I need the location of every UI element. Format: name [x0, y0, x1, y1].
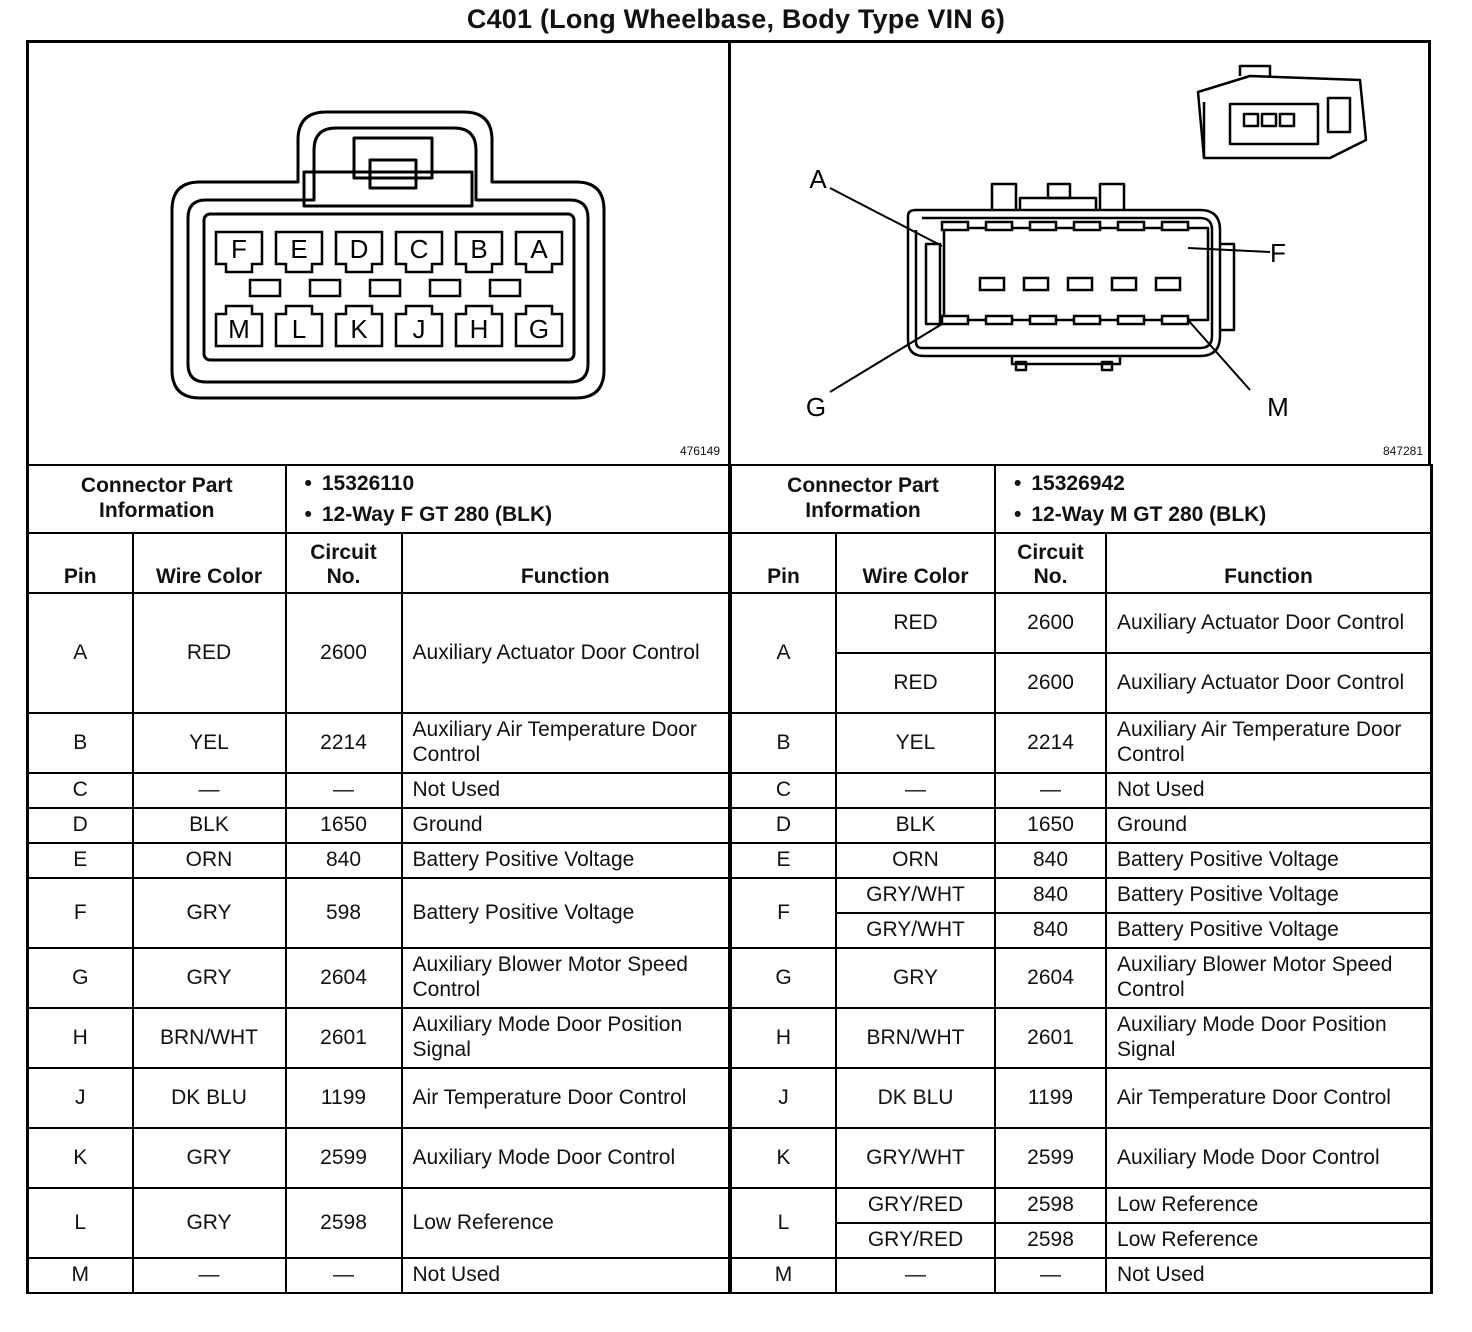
wire-color-cell: GRY [133, 1188, 286, 1258]
pin-cell: D [28, 808, 133, 843]
figure-id: 476149 [679, 444, 720, 458]
table-row [731, 713, 1432, 773]
wire-color-cell: YEL [836, 713, 995, 773]
circuit-cell: 2601 [286, 1008, 402, 1068]
circuit-cell: — [995, 1258, 1106, 1293]
table-row [731, 1068, 1432, 1128]
pin-cell: A [731, 593, 836, 713]
function-cell: Auxiliary Actuator Door Control [402, 593, 729, 713]
pin-cell: E [28, 843, 133, 878]
table-row [731, 1128, 1432, 1188]
table-row [28, 878, 730, 948]
center-terminal [980, 278, 1004, 290]
pin-cell: M [731, 1258, 836, 1293]
pin-cell: K [28, 1128, 133, 1188]
pin-cell: J [731, 1068, 836, 1128]
circuit-cell: 2604 [995, 948, 1106, 1008]
wire-color-cell: — [133, 1258, 286, 1293]
wire-color-cell: BLK [133, 808, 286, 843]
wire-color-cell: GRY/WHT [836, 1128, 995, 1188]
wire-color-cell: GRY/RED [836, 1188, 995, 1223]
pin-cell: M [28, 1258, 133, 1293]
table-row [28, 1258, 730, 1293]
header-circuit: Circuit No. [995, 533, 1106, 593]
pin-label: L [291, 314, 307, 344]
circuit-cell: 2600 [286, 593, 402, 713]
function-cell: Auxiliary Actuator Door Control [1106, 593, 1431, 653]
circuit-cell: 2214 [995, 713, 1106, 773]
pin-label: F [231, 234, 247, 264]
circuit-cell: 840 [995, 878, 1106, 913]
wire-color-cell: GRY [133, 948, 286, 1008]
function-cell: Battery Positive Voltage [402, 878, 729, 948]
table-row [28, 713, 730, 773]
wire-color-cell: — [836, 1258, 995, 1293]
table-row [731, 948, 1432, 1008]
wire-color-cell: ORN [836, 843, 995, 878]
pin-cell: G [28, 948, 133, 1008]
function-cell: Not Used [402, 773, 729, 808]
pin-label: H [469, 314, 489, 344]
table-row [731, 808, 1432, 843]
pin-cell: D [731, 808, 836, 843]
header-circuit: Circuit No. [286, 533, 402, 593]
pin-cell: C [731, 773, 836, 808]
top-terminal [1162, 222, 1188, 230]
figure-divider [728, 40, 731, 464]
circuit-cell: 2598 [995, 1188, 1106, 1223]
table-row [28, 948, 730, 1008]
callout-pin-g: G [805, 392, 827, 422]
table-row [731, 913, 1432, 948]
table-row [28, 1008, 730, 1068]
table-row [28, 1128, 730, 1188]
table-row [731, 773, 1432, 808]
pin-cell: E [731, 843, 836, 878]
pin-cell: A [28, 593, 133, 713]
table-row [28, 843, 730, 878]
wire-color-cell: GRY [133, 878, 286, 948]
function-cell: Ground [1106, 808, 1431, 843]
bottom-terminal [942, 316, 968, 324]
pin-cell: G [731, 948, 836, 1008]
male-connector-drawing [730, 40, 1433, 464]
table-row [731, 593, 1432, 653]
circuit-cell: 840 [995, 913, 1106, 948]
wire-color-cell: — [836, 773, 995, 808]
bottom-terminal [1162, 316, 1188, 324]
pin-label: D [349, 234, 369, 264]
wire-color-cell: BRN/WHT [836, 1008, 995, 1068]
wire-color-cell: — [133, 773, 286, 808]
header-function: Function [1106, 533, 1431, 593]
top-terminal [1030, 222, 1056, 230]
wire-color-cell: BRN/WHT [133, 1008, 286, 1068]
pin-label: K [350, 314, 368, 344]
circuit-cell: 1199 [286, 1068, 402, 1128]
wire-color-cell: GRY/RED [836, 1223, 995, 1258]
circuit-cell: 598 [286, 878, 402, 948]
connector-thumbnail [1198, 66, 1366, 158]
circuit-cell: 2604 [286, 948, 402, 1008]
function-cell: Auxiliary Mode Door Control [402, 1128, 729, 1188]
function-cell: Not Used [1106, 773, 1431, 808]
center-slot [430, 280, 460, 296]
connector-part-info [286, 465, 729, 533]
center-terminal [1112, 278, 1136, 290]
function-cell: Ground [402, 808, 729, 843]
table-row [731, 1008, 1432, 1068]
table-row [731, 1258, 1432, 1293]
wire-color-cell: YEL [133, 713, 286, 773]
pin-label: G [528, 314, 550, 344]
right-connector-panel [730, 40, 1433, 464]
pin-cell: F [731, 878, 836, 948]
center-terminal [1068, 278, 1092, 290]
pin-label: M [228, 314, 250, 344]
wire-color-cell: DK BLU [836, 1068, 995, 1128]
circuit-cell: — [286, 773, 402, 808]
bottom-terminal [986, 316, 1012, 324]
left-connector-panel [26, 40, 730, 464]
part-description: • 12-Way F GT 280 (BLK) [327, 499, 722, 530]
table-row [731, 878, 1432, 913]
function-cell: Auxiliary Mode Door Position Signal [1106, 1008, 1431, 1068]
bottom-terminal [1118, 316, 1144, 324]
female-connector-face-drawing [26, 40, 730, 464]
function-cell: Auxiliary Mode Door Position Signal [402, 1008, 729, 1068]
table-row [28, 808, 730, 843]
function-cell: Low Reference [402, 1188, 729, 1258]
center-terminal [1024, 278, 1048, 290]
table-row [731, 653, 1432, 713]
wire-color-cell: BLK [836, 808, 995, 843]
circuit-cell: 2600 [995, 653, 1106, 713]
function-cell: Battery Positive Voltage [1106, 913, 1431, 948]
top-terminal [942, 222, 968, 230]
header-wire-color: Wire Color [133, 533, 286, 593]
wire-color-cell: GRY/WHT [836, 913, 995, 948]
wire-color-cell: RED [836, 593, 995, 653]
wire-color-cell: GRY/WHT [836, 878, 995, 913]
left-pinout-table [26, 464, 730, 1294]
table-row [731, 1223, 1432, 1258]
function-cell: Battery Positive Voltage [402, 843, 729, 878]
header-pin: Pin [731, 533, 836, 593]
circuit-cell: 2600 [995, 593, 1106, 653]
pin-cell: J [28, 1068, 133, 1128]
wire-color-cell: GRY [133, 1128, 286, 1188]
right-pinout-table [730, 464, 1433, 1294]
wire-color-cell: GRY [836, 948, 995, 1008]
pin-cell: B [28, 713, 133, 773]
pin-cell: L [731, 1188, 836, 1258]
circuit-cell: 2214 [286, 713, 402, 773]
connector-part-info [995, 465, 1431, 533]
bottom-terminal [1030, 316, 1056, 324]
header-function: Function [402, 533, 729, 593]
circuit-cell: 2599 [995, 1128, 1106, 1188]
circuit-cell: 2599 [286, 1128, 402, 1188]
wire-color-cell: RED [133, 593, 286, 713]
center-slot [490, 280, 520, 296]
function-cell: Battery Positive Voltage [1106, 843, 1431, 878]
part-number: • 15326942 [1036, 468, 1424, 499]
part-description: • 12-Way M GT 280 (BLK) [1036, 499, 1424, 530]
pin-cell: K [731, 1128, 836, 1188]
table-row [28, 773, 730, 808]
header-wire-color: Wire Color [836, 533, 995, 593]
function-cell: Low Reference [1106, 1188, 1431, 1223]
center-slot [250, 280, 280, 296]
figure-id: 847281 [1382, 444, 1423, 458]
function-cell: Auxiliary Blower Motor Speed Control [1106, 948, 1431, 1008]
table-row [731, 843, 1432, 878]
wire-color-cell: RED [836, 653, 995, 713]
wire-color-cell: DK BLU [133, 1068, 286, 1128]
circuit-cell: 2598 [286, 1188, 402, 1258]
pin-cell: L [28, 1188, 133, 1258]
pin-label: E [290, 234, 308, 264]
callout-pin-f: F [1270, 238, 1286, 268]
function-cell: Low Reference [1106, 1223, 1431, 1258]
center-terminal [1156, 278, 1180, 290]
pin-label: J [412, 314, 426, 344]
function-cell: Air Temperature Door Control [402, 1068, 729, 1128]
function-cell: Auxiliary Mode Door Control [1106, 1128, 1431, 1188]
table-row [28, 1188, 730, 1258]
function-cell: Not Used [402, 1258, 729, 1293]
function-cell: Air Temperature Door Control [1106, 1068, 1431, 1128]
table-row [731, 1188, 1432, 1223]
circuit-cell: — [995, 773, 1106, 808]
top-terminal [986, 222, 1012, 230]
callout-pin-m: M [1267, 392, 1289, 422]
circuit-cell: 1650 [995, 808, 1106, 843]
circuit-cell: 2601 [995, 1008, 1106, 1068]
top-terminal [1118, 222, 1144, 230]
pin-cell: H [731, 1008, 836, 1068]
pin-cell: F [28, 878, 133, 948]
table-row [28, 1068, 730, 1128]
circuit-cell: 1199 [995, 1068, 1106, 1128]
circuit-cell: 2598 [995, 1223, 1106, 1258]
pin-label: B [470, 234, 488, 264]
callout-pin-a: A [809, 164, 827, 194]
circuit-cell: 1650 [286, 808, 402, 843]
table-row [28, 593, 730, 713]
pin-label: A [530, 234, 548, 264]
bottom-terminal [1074, 316, 1100, 324]
pin-cell: C [28, 773, 133, 808]
center-slot [310, 280, 340, 296]
pin-cell: B [731, 713, 836, 773]
function-cell: Auxiliary Blower Motor Speed Control [402, 948, 729, 1008]
function-cell: Auxiliary Air Temperature Door Control [402, 713, 729, 773]
circuit-cell: 840 [995, 843, 1106, 878]
center-slot [370, 280, 400, 296]
circuit-cell: — [286, 1258, 402, 1293]
page-title: C401 (Long Wheelbase, Body Type VIN 6) [466, 4, 1006, 34]
top-terminal [1074, 222, 1100, 230]
circuit-cell: 840 [286, 843, 402, 878]
function-cell: Auxiliary Air Temperature Door Control [1106, 713, 1431, 773]
function-cell: Auxiliary Actuator Door Control [1106, 653, 1431, 713]
pin-cell: H [28, 1008, 133, 1068]
connector-part-info-label: Connector Part Information [731, 465, 995, 533]
wire-color-cell: ORN [133, 843, 286, 878]
function-cell: Battery Positive Voltage [1106, 878, 1431, 913]
header-pin: Pin [28, 533, 133, 593]
function-cell: Not Used [1106, 1258, 1431, 1293]
part-number: • 15326110 [327, 468, 722, 499]
connector-part-info-label: Connector Part Information [28, 465, 286, 533]
pin-label: C [409, 234, 429, 264]
